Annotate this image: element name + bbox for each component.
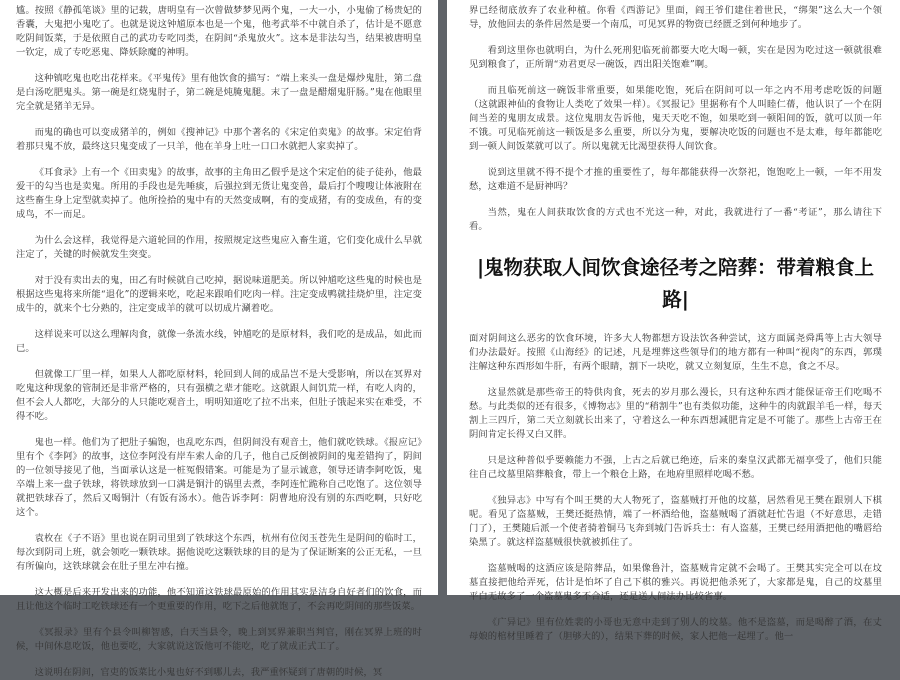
paragraph: 看到这里你也就明白，为什么死刑犯临死前都要大吃大喝一顿，实在是因为吃过这一顿就很难见到粮食了，正所谓“劝君更尽一碗饭，西出阳关饱难”啊。 <box>469 45 882 70</box>
paragraph: 尴。按照《静孤笔谈》里的记载，唐明皇有一次曾做梦梦见两个鬼，一大一小，小鬼偷了杨贵妃的香囊，大鬼把小鬼吃了。也就是说这钟馗原本也是一个鬼，他考武举不中就自杀了，估计是不愿意吃阴间饭菜，于是依照自己的武功专吃同类，在阴间“杀鬼放火”。这本是非法勾当，结果被唐明皇一钦定，成了专吃恶鬼、降妖除魔的神明。 <box>16 5 422 58</box>
right-paragraphs-after <box>469 332 882 644</box>
paragraph: 《广异记》里有位姓裴的小哥也无意中走到了别人的坟墓。他不是盗墓，而是喝醉了酒，在丈母娘的棺材里睡着了（胆够大的），结果下葬的时候，家人把他一起埋了。他一 <box>469 617 882 642</box>
page-gutter <box>438 0 447 595</box>
left-page <box>0 0 438 678</box>
paragraph: 鬼也一样。他们为了把肚子骗饱，也乱吃东西，但阴间没有观音土，他们就吃铁球。《报应记》里有个《李阿》的故事，这位李阿没有岸车索人命的几子，他自己反倒被阴间的鬼差错拘了，阴间的一位领导接见了他，当面承认这是一桩冤假错案。可能是为了显示诚意，领导还请李阿吃饭，鬼卒端上来一盘子铁球，将铁球放到一口满是铜汁的锅里去煮，李阿连忙跪称自己吃饱了。这位领导就把铁球吞了，然后又喝铜汁（有饭有汤水）。他告诉李阿：阴曹地府没有别的东西吃啊，只好吃这个。 <box>16 437 422 518</box>
paragraph: 《独异志》中写有个叫王樊的大人物死了，盗墓贼打开他的坟墓，居然看见王樊在跟别人下棋呢。看见了盗墓贼，王樊还挺热情，端了一杯酒给他，盗墓贼喝了酒就赶忙告退（不好意思，走错门了），王樊随后派一个使者骑着铜马飞奔到城门告诉兵士：有人盗墓，王樊已经用酒把他的嘴唇给染黑了。就这样盗墓贼很快就被抓住了。 <box>469 495 882 548</box>
paragraph: 界已经彻底放弃了农业种植。你看《西游记》里面，阎王爷们建住着世民，“绑架”这么大一个领导，放他回去的条件居然是要一个南瓜，可见冥界的物资已经匮乏到何种地步了。 <box>469 5 882 30</box>
paragraph: 这显然就是那些帝王的特供肉食，死去的岁月那么漫长，只有这种东西才能保证帝王们吃喝不愁。与此类似的还有很多，《博物志》里的“稍割牛”也有类似功能，这种牛的肉就跟羊毛一样，每天割上三四斤，第二天立刻就长出来了，守着这么一种东西想减肥肯定是不可能了。那些上古帝王在阴间肯定长得又白又胖。 <box>469 387 882 440</box>
right-paragraphs-before <box>469 4 882 234</box>
paragraph: 这大概是后来开发出来的功能，他不知道这铁球最原始的作用其实是洁身自好者们的饮食，而且让他这个临时工吃铁球还有一个更重要的作用，吃下之后他就饱了，不会再吃阴间的那些饭菜。 <box>16 587 422 612</box>
paragraph: 说到这里就不得不提个才推的重要性了，每年都能获得一次祭祀，饱饱吃上一顿，一年不用发愁，这难道不是厨神吗？ <box>469 167 882 192</box>
paragraph: 袁枚在《子不语》里也说在阴司里到了铁球这个东西，杭州有位闵玉苍先生是阴间的临时工，每次到阴司上班，就会领吃一颗铁球。据他说吃这颗铁球的目的是为了保证断案的公正无私，一旦有所偏向，这铁球就会在肚子里左冲右撞。 <box>16 533 422 572</box>
paragraph: 这样说来可以这么理解肉食，就像一条流水线，钟馗吃的是原材料，我们吃的是成品，如此而已。 <box>16 329 422 354</box>
paragraph: 《冥报录》里有个县令叫柳智感，白天当县令，晚上到冥界兼职当判官，刚在冥界上班的时候，中间休息吃饭，他也要吃，大家就说这饭他可不能吃，吃了就成正式工了。 <box>16 627 422 652</box>
section-heading: |鬼物获取人间饮食途径考之陪葬：带着粮食上路| <box>476 256 875 311</box>
paragraph: 对于没有卖出去的鬼，田乙有时候就自己吃掉，据说味道肥美。所以钟馗吃这些鬼的时候也是根据这些鬼将来所能“退化”的逻辑来吃，吃起来跟咱们吃肉一样。注定变成鸭就挂烧炉里，注定变成牛的，就来个七分熟的，注定变成羊的就可以切成片涮着吃。 <box>16 275 422 314</box>
paragraph: 为什么会这样，我觉得是六道轮回的作用，按照规定这些鬼应入畜生道，它们变化成什么早就注定了，关键的时候就发生突变。 <box>16 235 422 260</box>
paragraph: 只是这种普似乎要赖能力不强，上古之后就已绝迹，后来的秦皇汉武都无福享受了，他们只能往自己坟墓里陪葬粮食，带上一个粮仓上路，在地府里照样吃喝不愁。 <box>469 455 882 480</box>
paragraph: 而且临死前这一碗饭非常重要，如果能吃饱，死后在阴间可以一年之内不用考虑吃饭的问题（这就跟神仙的食物让人类吃了效果一样）。《冥报记》里据称有个人叫睦仁蒨，他认识了一个在阴间当差的鬼朋友成景。这位鬼朋友告诉他，鬼天天吃不饱，如果吃到一顿阳间的饭，就可以顶一年不饿。可见临死前这一顿饭是多么重要，所以分为鬼，要解决吃饭的问题也不是太难，每年都能吃到一顿人间饭菜就可以了。所以鬼就无比渴望获得人间饮食。 <box>469 85 882 152</box>
paragraph: 但就像工厂里一样，如果人人都吃原材料，轮回到人间的成品岂不是大受影响，所以在冥界对吃鬼这种现象的管制还是非常严格的，只有强横之辈才能吃。这就跟人间饥荒一样，有吃人肉的，但不会人人都吃，大部分的人只能吃观音土，明明知道吃了拉不出来，但肚子饿起来实在难受，不得不吃。 <box>16 369 422 422</box>
paragraph: 盗墓贼喝的这酒应该是陪葬品，如果像鲁汁，盗墓贼肯定就不会喝了。王樊其实完全可以在坟墓直接把他给弄死，估计是怕坏了自己下棋的雅兴。再说把他杀死了，大家都是鬼，自己的坟墓里平白无故多了一个盗墓鬼多不合适，还是送人间法办比较省事。 <box>469 563 882 602</box>
paragraph: 面对阴间这么恶劣的饮食环境，许多大人物都想方设法饮各种尝试，这方面属尧舜禹等上古大领导们办法最好。按照《山海经》的记述，凡是埋葬这些领导们的地方都有一种叫“视肉”的东西，郭璞注解这种东西形如牛肝，有两个眼睛，割下一块吃，就又立刻复原，生生不息，食之不尽。 <box>469 333 882 372</box>
paragraph: 当然，鬼在人间获取饮食的方式也不光这一种，对此，我就进行了一番“考证”，那么请往下看。 <box>469 207 882 232</box>
right-page <box>447 0 900 642</box>
paragraph: 这说明在阴间，官吏的饭菜比小鬼也好不到哪儿去，我严重怀疑到了唐朝的时候，冥 <box>34 667 383 678</box>
paragraph: 《耳食录》上有一个《田卖鬼》的故事，故事的主角田乙假乎是这个宋定伯的徒子徒孙，他最爱干的勾当也是卖鬼。所用的手段也是先唾痰，后强拉到无货让鬼变兽，最后打个嗖嗖让体液附在这些畜生身上定型就卖掉了。他所捡拾的鬼中有的天然变成啊，有的变成猪，有的变成鱼，有的变成鸟，不一而足。 <box>16 167 422 220</box>
paragraph: 而鬼的确也可以变成猪羊的，例如《搜神记》中那个著名的《宋定伯卖鬼》的故事。宋定伯背着那只鬼不放，最终这只鬼变成了一只羊，他在羊身上吐一口口水就把人家卖掉了。 <box>16 127 422 152</box>
paragraph: 这种镇吃鬼也吃出花样来。《平鬼传》里有他饮食的描写：“端上来头一盘是爆炒鬼肚，第二盘是白汤吃肥鬼头。第一碗是红烧鬼肘子，第二碗是炖腌鬼腿。末了一盘是醋熘鬼肝肠。”鬼在他眼里完全就是猪羊无异。 <box>16 73 422 112</box>
